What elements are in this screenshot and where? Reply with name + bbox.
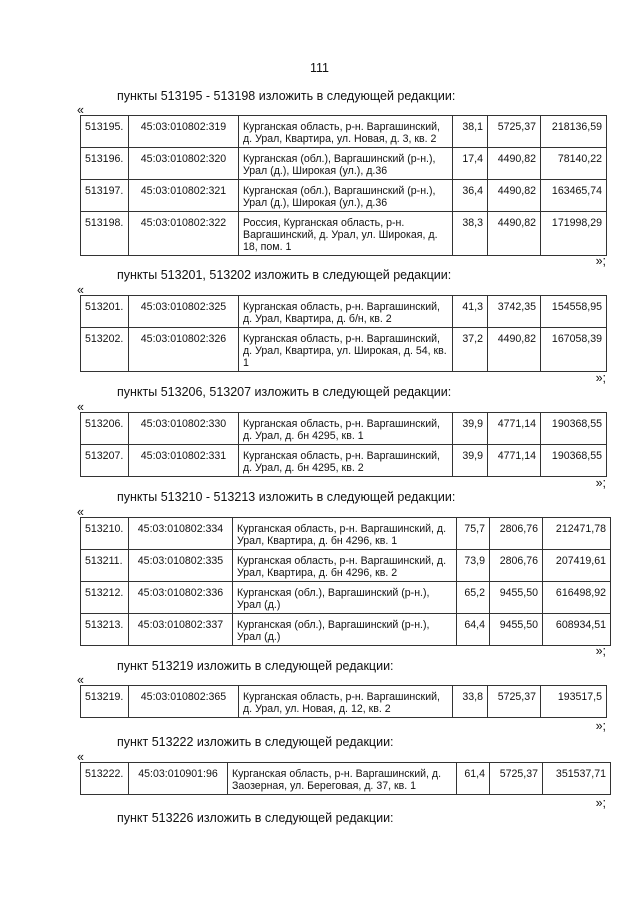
area: 39,9 [453,413,488,445]
property-table [80,685,607,718]
closing-quote: »; [595,254,606,268]
total-value: 193517,5 [541,686,607,718]
address: Курганская (обл.), Варгашинский (р-н.), Урал (д.) [233,614,457,646]
unit-price: 9455,50 [490,582,543,614]
item-number: 513196. [81,148,129,180]
area: 75,7 [457,518,490,550]
item-number: 513211. [81,550,129,582]
total-value: 167058,39 [541,328,607,372]
unit-price: 9455,50 [490,614,543,646]
area: 38,1 [453,116,488,148]
unit-price: 4771,14 [488,413,541,445]
area: 41,3 [453,296,488,328]
item-number: 513213. [81,614,129,646]
section-heading: пункт 513222 изложить в следующей редакции: [117,735,394,749]
cadastral-number: 45:03:010901:96 [129,763,228,795]
address: Россия, Курганская область, р-н. Варгашинский, д. Урал, ул. Широкая, д. 18, пом. 1 [239,212,453,256]
item-number: 513222. [81,763,129,795]
item-number: 513210. [81,518,129,550]
address: Курганская область, р-н. Варгашинский, д. Урал, Квартира, д. бн 4296, кв. 2 [233,550,457,582]
property-table [80,295,607,372]
table-row [81,212,607,256]
cadastral-number: 45:03:010802:331 [129,445,239,477]
table-row [81,328,607,372]
address: Курганская область, р-н. Варгашинский, д. Урал, д. бн 4295, кв. 2 [239,445,453,477]
item-number: 513195. [81,116,129,148]
item-number: 513207. [81,445,129,477]
cadastral-number: 45:03:010802:336 [129,582,233,614]
unit-price: 4490,82 [488,212,541,256]
unit-price: 2806,76 [490,550,543,582]
opening-quote: « [77,505,84,519]
item-number: 513197. [81,180,129,212]
table-row [81,614,611,646]
closing-quote: »; [595,371,606,385]
total-value: 78140,22 [541,148,607,180]
area: 37,2 [453,328,488,372]
property-table [80,115,607,256]
property-table [80,517,611,646]
address: Курганская (обл.), Варгашинский (р-н.), Урал (д.), Широкая (ул.), д.36 [239,148,453,180]
address: Курганская (обл.), Варгашинский (р-н.), Урал (д.), Широкая (ул.), д.36 [239,180,453,212]
table-row [81,763,611,795]
item-number: 513219. [81,686,129,718]
area: 38,3 [453,212,488,256]
table-row [81,445,607,477]
item-number: 513198. [81,212,129,256]
cadastral-number: 45:03:010802:325 [129,296,239,328]
total-value: 154558,95 [541,296,607,328]
cadastral-number: 45:03:010802:322 [129,212,239,256]
table-row [81,518,611,550]
cadastral-number: 45:03:010802:365 [129,686,239,718]
property-table [80,762,611,795]
total-value: 171998,29 [541,212,607,256]
section-heading: пункт 513219 изложить в следующей редакции: [117,659,394,673]
table-row [81,686,607,718]
item-number: 513201. [81,296,129,328]
total-value: 163465,74 [541,180,607,212]
address: Курганская область, р-н. Варгашинский, д. Урал, ул. Новая, д. 12, кв. 2 [239,686,453,718]
cadastral-number: 45:03:010802:334 [129,518,233,550]
table-row [81,550,611,582]
address: Курганская область, р-н. Варгашинский, д. Урал, д. бн 4295, кв. 1 [239,413,453,445]
address: Курганская область, р-н. Варгашинский, д. Урал, Квартира, д. б/н, кв. 2 [239,296,453,328]
cadastral-number: 45:03:010802:319 [129,116,239,148]
cadastral-number: 45:03:010802:326 [129,328,239,372]
opening-quote: « [77,103,84,117]
opening-quote: « [77,400,84,414]
section-heading: пункты 513201, 513202 изложить в следующей редакции: [117,268,452,282]
total-value: 207419,61 [543,550,611,582]
closing-quote: »; [595,719,606,733]
page-number: 111 [309,61,329,75]
cadastral-number: 45:03:010802:330 [129,413,239,445]
table-row [81,116,607,148]
unit-price: 4490,82 [488,148,541,180]
table-row [81,180,607,212]
cadastral-number: 45:03:010802:321 [129,180,239,212]
area: 39,9 [453,445,488,477]
closing-quote: »; [595,796,606,810]
address: Курганская область, р-н. Варгашинский, д. Урал, Квартира, ул. Широкая, д. 54, кв. 1 [239,328,453,372]
address: Курганская (обл.), Варгашинский (р-н.), Урал (д.) [233,582,457,614]
item-number: 513202. [81,328,129,372]
total-value: 218136,59 [541,116,607,148]
table-row [81,296,607,328]
item-number: 513212. [81,582,129,614]
property-table [80,412,607,477]
closing-quote: »; [595,476,606,490]
total-value: 608934,51 [543,614,611,646]
unit-price: 5725,37 [488,686,541,718]
total-value: 190368,55 [541,413,607,445]
table-row [81,413,607,445]
table-row [81,148,607,180]
section-heading: пункты 513210 - 513213 изложить в следующей редакции: [117,490,456,504]
item-number: 513206. [81,413,129,445]
area: 33,8 [453,686,488,718]
area: 61,4 [457,763,490,795]
total-value: 190368,55 [541,445,607,477]
address: Курганская область, р-н. Варгашинский, д. Урал, Квартира, ул. Новая, д. 3, кв. 2 [239,116,453,148]
section-heading: пункт 513226 изложить в следующей редакции: [117,811,394,825]
area: 65,2 [457,582,490,614]
cadastral-number: 45:03:010802:337 [129,614,233,646]
unit-price: 4771,14 [488,445,541,477]
opening-quote: « [77,673,84,687]
opening-quote: « [77,750,84,764]
area: 17,4 [453,148,488,180]
unit-price: 4490,82 [488,328,541,372]
cadastral-number: 45:03:010802:320 [129,148,239,180]
total-value: 212471,78 [543,518,611,550]
area: 36,4 [453,180,488,212]
area: 73,9 [457,550,490,582]
total-value: 351537,71 [543,763,611,795]
section-heading: пункты 513195 - 513198 изложить в следующей редакции: [117,89,456,103]
unit-price: 3742,35 [488,296,541,328]
address: Курганская область, р-н. Варгашинский, д. Урал, Квартира, д. бн 4296, кв. 1 [233,518,457,550]
unit-price: 4490,82 [488,180,541,212]
table-row [81,582,611,614]
unit-price: 5725,37 [490,763,543,795]
address: Курганская область, р-н. Варгашинский, д. Заозерная, ул. Береговая, д. 37, кв. 1 [228,763,457,795]
total-value: 616498,92 [543,582,611,614]
unit-price: 2806,76 [490,518,543,550]
unit-price: 5725,37 [488,116,541,148]
cadastral-number: 45:03:010802:335 [129,550,233,582]
closing-quote: »; [595,644,606,658]
section-heading: пункты 513206, 513207 изложить в следующей редакции: [117,385,452,399]
opening-quote: « [77,283,84,297]
area: 64,4 [457,614,490,646]
